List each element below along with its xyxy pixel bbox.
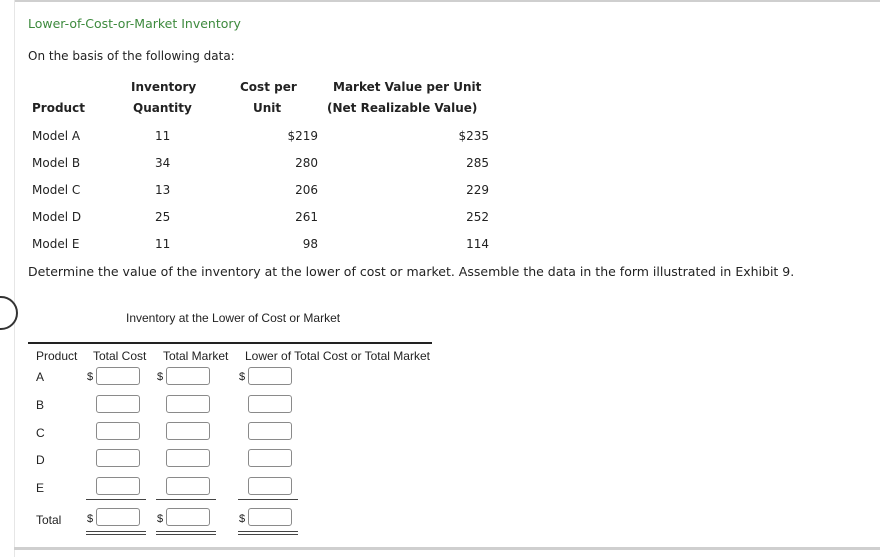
answer-form-top-rule bbox=[28, 342, 432, 344]
header-product: Product bbox=[32, 101, 85, 115]
double-rule-lower bbox=[238, 531, 298, 532]
row-market: $235 bbox=[458, 129, 489, 143]
problem-title: Lower-of-Cost-or-Market Inventory bbox=[28, 16, 241, 31]
row-product: Model D bbox=[32, 210, 82, 224]
total-market-input-c[interactable] bbox=[166, 422, 210, 440]
row-product: Model A bbox=[32, 129, 81, 143]
double-rule-total-cost bbox=[86, 531, 146, 532]
header-market-line1: Market Value per Unit bbox=[333, 80, 482, 94]
currency-symbol: $ bbox=[87, 513, 94, 525]
top-border bbox=[14, 0, 880, 2]
total-market-input-e[interactable] bbox=[166, 477, 210, 495]
row-product: Model E bbox=[32, 237, 80, 251]
row-cost: 280 bbox=[295, 156, 318, 170]
form-row-label-c: C bbox=[36, 426, 45, 440]
form-row-label-d: D bbox=[36, 453, 45, 467]
row-quantity: 11 bbox=[155, 237, 171, 251]
row-quantity: 25 bbox=[155, 210, 171, 224]
total-market-input-b[interactable] bbox=[166, 395, 210, 413]
row-product: Model B bbox=[32, 156, 81, 170]
header-cost-line1: Cost per bbox=[240, 80, 297, 94]
header-market-line2: (Net Realizable Value) bbox=[327, 101, 478, 115]
total-cost-input-d[interactable] bbox=[96, 449, 140, 467]
intro-text: On the basis of the following data: bbox=[28, 49, 235, 63]
row-market: 252 bbox=[466, 210, 489, 224]
lower-input-c[interactable] bbox=[248, 422, 292, 440]
row-cost: 98 bbox=[302, 237, 318, 251]
double-rule-total-cost bbox=[86, 534, 146, 535]
currency-symbol: $ bbox=[157, 513, 164, 525]
sum-rule-lower bbox=[238, 499, 298, 500]
currency-symbol: $ bbox=[239, 513, 246, 525]
sum-rule-total-market bbox=[156, 499, 216, 500]
row-cost: 261 bbox=[295, 210, 318, 224]
currency-symbol: $ bbox=[87, 371, 94, 383]
total-cost-input-c[interactable] bbox=[96, 422, 140, 440]
total-market-input-a[interactable] bbox=[166, 367, 210, 385]
form-row-label-total: Total bbox=[36, 513, 62, 527]
total-market-input-d[interactable] bbox=[166, 449, 210, 467]
double-rule-total-market bbox=[156, 531, 216, 532]
double-rule-lower bbox=[238, 534, 298, 535]
row-market: 285 bbox=[466, 156, 489, 170]
answer-form-title: Inventory at the Lower of Cost or Market bbox=[126, 311, 341, 325]
form-header-total-market: Total Market bbox=[163, 349, 229, 363]
sum-rule-total-cost bbox=[86, 499, 146, 500]
row-cost: 206 bbox=[295, 183, 318, 197]
form-header-product: Product bbox=[36, 349, 78, 363]
currency-symbol: $ bbox=[157, 371, 164, 383]
lower-input-d[interactable] bbox=[248, 449, 292, 467]
form-row-label-a: A bbox=[36, 370, 45, 384]
header-inventory-line1: Inventory bbox=[131, 80, 197, 94]
form-header-total-cost: Total Cost bbox=[93, 349, 147, 363]
header-inventory-line2: Quantity bbox=[133, 101, 192, 115]
header-cost-line2: Unit bbox=[253, 101, 282, 115]
total-cost-input-e[interactable] bbox=[96, 477, 140, 495]
row-market: 114 bbox=[466, 237, 489, 251]
left-border bbox=[14, 0, 15, 557]
total-cost-input-b[interactable] bbox=[96, 395, 140, 413]
form-row-label-b: B bbox=[36, 398, 45, 412]
form-row-label-e: E bbox=[36, 481, 45, 495]
lower-input-a[interactable] bbox=[248, 367, 292, 385]
double-rule-total-market bbox=[156, 534, 216, 535]
instruction-text: Determine the value of the inventory at the lower of cost or market. Assemble the data in the form illustrated in Exhibit 9. bbox=[28, 264, 795, 279]
total-cost-input-total[interactable] bbox=[96, 508, 140, 526]
row-product: Model C bbox=[32, 183, 81, 197]
row-cost: $219 bbox=[287, 129, 318, 143]
lower-input-e[interactable] bbox=[248, 477, 292, 495]
row-quantity: 34 bbox=[155, 156, 171, 170]
total-cost-input-a[interactable] bbox=[96, 367, 140, 385]
form-header-lower: Lower of Total Cost or Total Market bbox=[245, 349, 430, 363]
row-quantity: 11 bbox=[155, 129, 171, 143]
row-quantity: 13 bbox=[155, 183, 171, 197]
lower-input-b[interactable] bbox=[248, 395, 292, 413]
lower-input-total[interactable] bbox=[248, 508, 292, 526]
currency-symbol: $ bbox=[239, 371, 246, 383]
row-market: 229 bbox=[466, 183, 489, 197]
total-market-input-total[interactable] bbox=[166, 508, 210, 526]
side-circle-button[interactable] bbox=[0, 296, 18, 330]
bottom-border bbox=[14, 547, 880, 550]
